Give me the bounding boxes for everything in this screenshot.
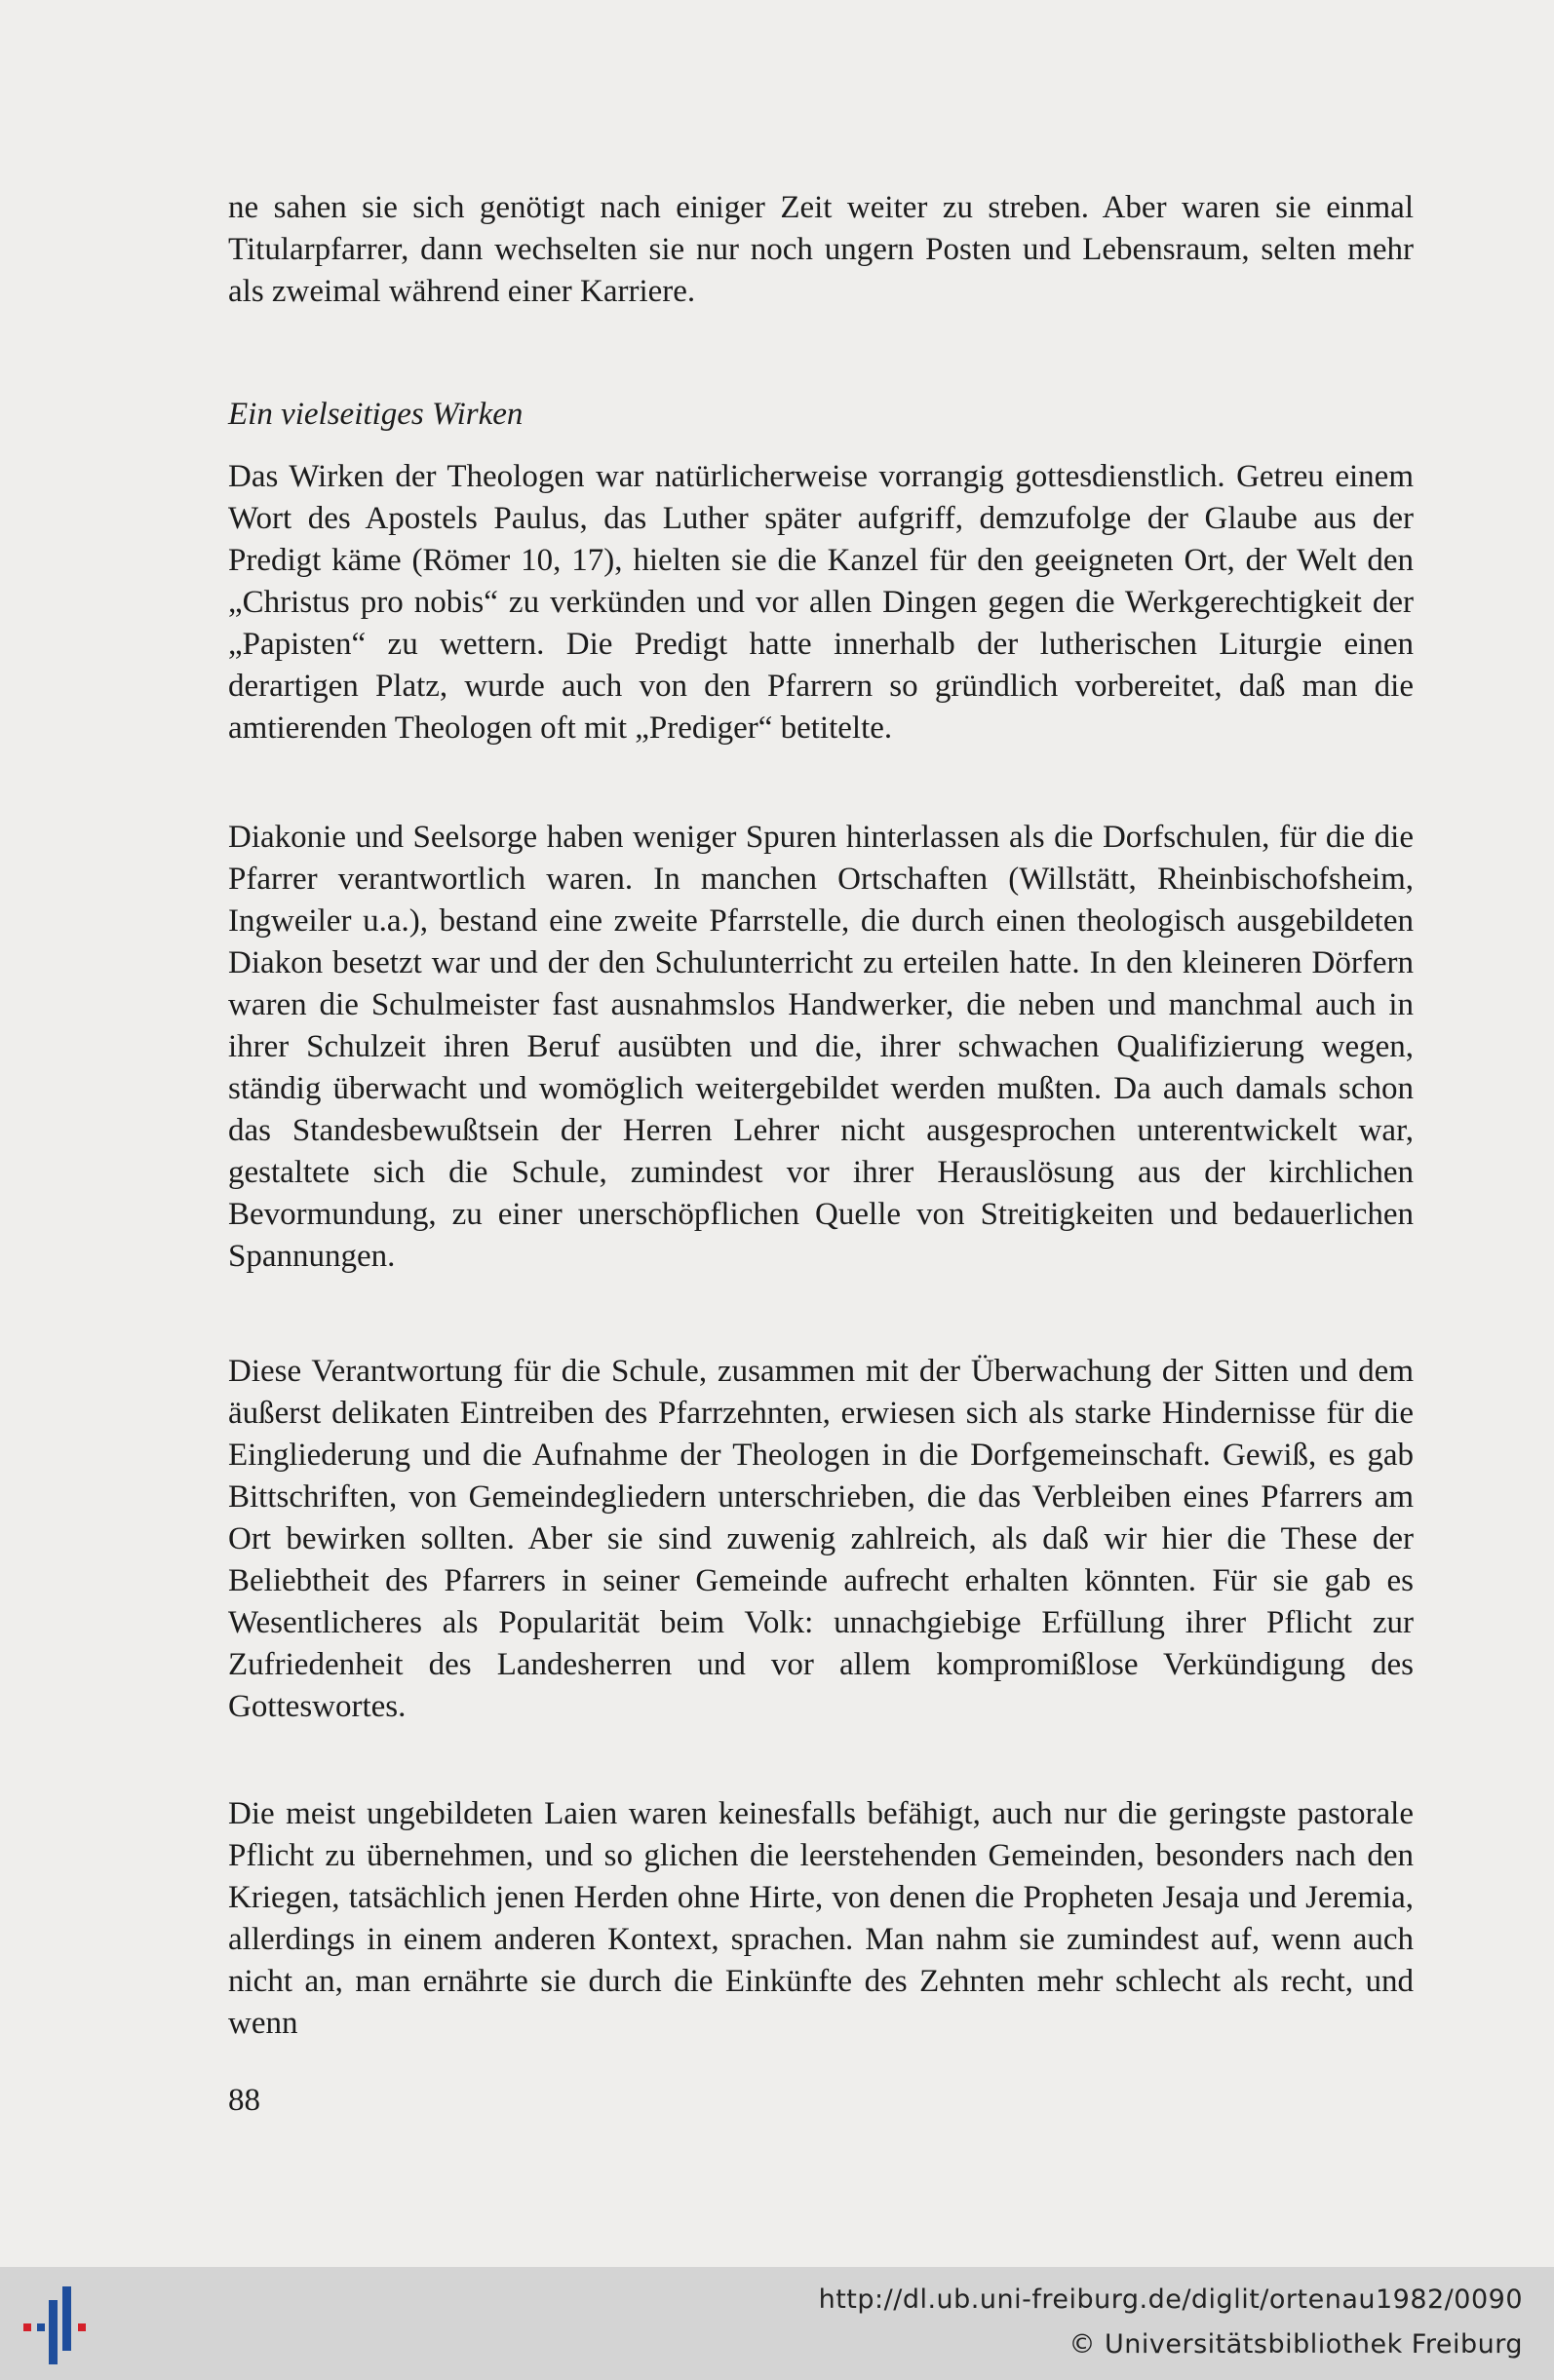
- paragraph-2: [228, 817, 1414, 1278]
- ub-freiburg-logo-icon: [18, 2281, 96, 2368]
- intro-paragraph: [228, 187, 1414, 313]
- page-number: 88: [228, 2083, 260, 2118]
- paragraph-3: [228, 1351, 1414, 1728]
- paragraph-text: Das Wirken der Theologen war natürlicherweise vorrangig gottesdienstlich. Getreu einem Wort des Apostels Paulus, das Luther später aufgriff, demzufolge der Glaube aus der Predigt käme (Römer 10, 17), hielten sie die Kanzel für den geeigneten Ort, der Welt den „Christus pro nobis“ zu verkünden und vor allen Dingen gegen die Werkgerechtigkeit der „Papisten“ zu wettern. Die Predigt hatte innerhalb der lutherischen Liturgie einen derartigen Platz, wurde auch von den Pfarrern so gründlich vorbereitet, daß man die amtierenden Theologen oft mit „Prediger“ betitelte.: [228, 459, 1414, 746]
- section-heading: Ein vielseitiges Wirken: [228, 397, 524, 432]
- paragraph-4: [228, 1793, 1414, 2045]
- paragraph-text: Diese Verantwortung für die Schule, zusammen mit der Überwachung der Sitten und dem äußerst delikaten Eintreiben des Pfarrzehnten, erwiesen sich als starke Hindernisse für die Eingliederung und die Aufnahme der Theologen in die Dorfgemeinschaft. Gewiß, es gab Bittschriften, von Gemeindegliedern unterschrieben, die das Verbleiben eines Pfarrers am Ort bewirken sollten. Aber sie sind zuwenig zahlreich, als daß wir hier die These der Beliebtheit des Pfarrers in seiner Gemeinde aufrecht erhalten könnten. Für sie gab es Wesentlicheres als Popularität beim Volk: unnachgiebige Erfüllung ihrer Pflicht zur Zufriedenheit des Landesherren und vor allem kompromißlose Verkündigung des Gotteswortes.: [228, 1354, 1414, 1724]
- copyright-text: © Universitätsbibliothek Freiburg: [1068, 2329, 1523, 2360]
- logo-svg: [18, 2281, 96, 2368]
- logo-blue-square: [37, 2323, 45, 2331]
- paragraph-text: Die meist ungebildeten Laien waren keinesfalls befähigt, auch nur die geringste pastorale Pflicht zu übernehmen, und so glichen die leerstehenden Gemeinden, besonders nach den Kriegen, tatsächlich jenen Herden ohne Hirte, von denen die Propheten Jesaja und Jeremia, allerdings in einem anderen Kontext, sprachen. Man nahm sie zumindest auf, wenn auch nicht an, man ernährte sie durch die Einkünfte des Zehnten mehr schlecht als recht, und wenn: [228, 1796, 1414, 2041]
- intro-text: ne sahen sie sich genötigt nach einiger Zeit weiter zu streben. Aber waren sie einmal Titularpfarrer, dann wechselten sie nur noch ungern Posten und Lebensraum, selten mehr als zweimal während einer Karriere.: [228, 190, 1414, 309]
- paragraph-1: [228, 456, 1414, 749]
- source-url-link[interactable]: http://dl.ub.uni-freiburg.de/diglit/ortenau1982/0090: [818, 2284, 1523, 2315]
- paragraph-text: Diakonie und Seelsorge haben weniger Spuren hinterlassen als die Dorfschulen, für die die Pfarrer verantwortlich waren. In manchen Ortschaften (Willstätt, Rheinbischofsheim, Ingweiler u.a.), bestand eine zweite Pfarrstelle, die durch einen theologisch ausgebildeten Diakon besetzt war und der den Schulunterricht zu erteilen hatte. In den kleineren Dörfern waren die Schulmeister fast ausnahmslos Handwerker, die neben und manchmal auch in ihrer Schulzeit ihren Beruf ausübten und die, ihrer schwachen Qualifizierung wegen, ständig überwacht und womöglich weitergebildet werden mußten. Da auch damals schon das Standesbewußtsein der Herren Lehrer nicht ausgesprochen unterentwickelt war, gestaltete sich die Schule, zumindest vor ihrer Herauslösung aus der kirchlichen Bevormundung, zu einer unerschöpflichen Quelle von Streitigkeiten und bedauerlichen Spannungen.: [228, 820, 1414, 1274]
- library-footer: [0, 2267, 1554, 2380]
- logo-blue-bar-left: [49, 2300, 58, 2364]
- logo-blue-bar-right: [62, 2286, 71, 2351]
- logo-red-square-right: [78, 2323, 86, 2331]
- logo-red-square-left: [23, 2323, 31, 2331]
